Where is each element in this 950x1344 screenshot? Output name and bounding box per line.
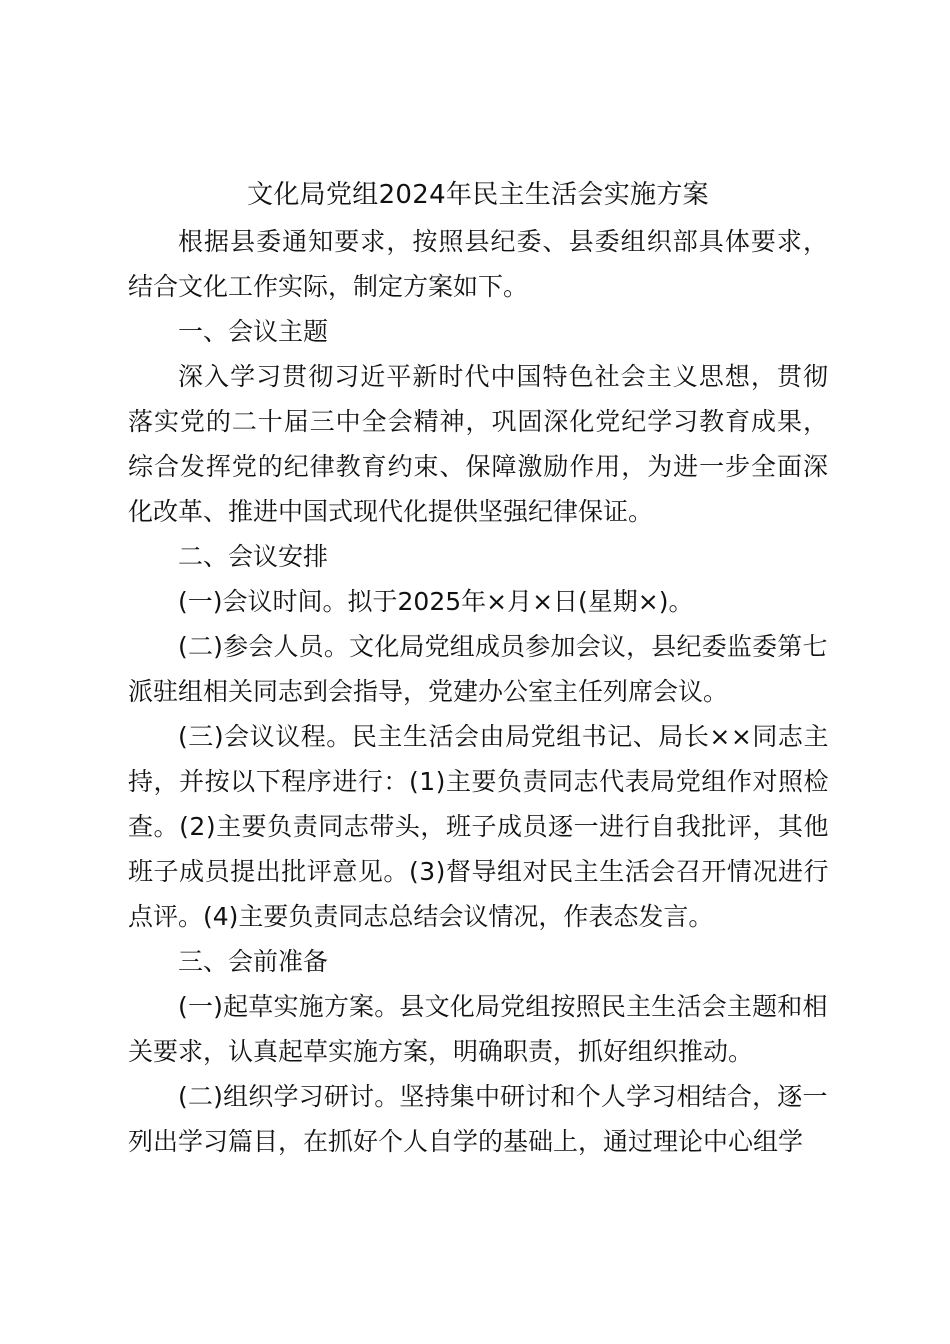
text-line: 关要求，认真起草实施方案，明确职责，抓好组织推动。: [128, 1037, 754, 1066]
attendees-paragraph: [128, 624, 828, 714]
agenda-paragraph: [128, 714, 828, 939]
document-page: [128, 172, 828, 1164]
meeting-time-paragraph: [128, 579, 828, 624]
section-heading-arrangement: 二、会议安排: [178, 542, 329, 571]
study-paragraph: [128, 1074, 828, 1164]
section-heading-preparation: 三、会前准备: [178, 947, 329, 976]
text-line: 深入学习贯彻习近平新时代中国特色社会主义思想，贯彻: [178, 362, 830, 391]
text-line: (三)会议议程。民主生活会由局党组书记、局长××同志主: [178, 722, 829, 751]
text-line: 根据县委通知要求，按照县纪委、县委组织部具体要求，: [178, 227, 830, 256]
theme-paragraph: [128, 354, 828, 534]
text-line: 派驻组相关同志到会指导，党建办公室主任列席会议。: [128, 677, 729, 706]
text-line: 查。(2)主要负责同志带头，班子成员逐一进行自我批评，其他: [128, 812, 830, 841]
text-line: 化改革、推进中国式现代化提供坚强纪律保证。: [128, 497, 654, 526]
text-line: (一)会议时间。拟于2025年×月×日(星期×)。: [178, 587, 694, 616]
text-line: (二)参会人员。文化局党组成员参加会议，县纪委监委第七: [178, 632, 828, 661]
intro-paragraph: [128, 219, 828, 309]
text-line: 列出学习篇目，在抓好个人自学的基础上，通过理论中心组学: [128, 1127, 804, 1156]
text-line: (一)起草实施方案。县文化局党组按照民主生活会主题和相: [178, 992, 828, 1021]
text-line: 落实党的二十届三中全会精神，巩固深化党纪学习教育成果，: [128, 407, 829, 436]
draft-plan-paragraph: [128, 984, 828, 1074]
document-title: 文化局党组2024年民主生活会实施方案: [247, 180, 709, 210]
text-line: 持，并按以下程序进行：(1)主要负责同志代表局党组作对照检: [128, 767, 830, 796]
text-line: 综合发挥党的纪律教育约束、保障激励作用，为进一步全面深: [128, 452, 829, 481]
section-heading-theme: 一、会议主题: [178, 317, 329, 346]
text-line: 班子成员提出批评意见。(3)督导组对民主生活会召开情况进行: [128, 857, 830, 886]
text-line: (二)组织学习研讨。坚持集中研讨和个人学习相结合，逐一: [178, 1082, 828, 1111]
text-line: 结合文化工作实际，制定方案如下。: [128, 272, 529, 301]
text-line: 点评。(4)主要负责同志总结会议情况，作表态发言。: [128, 902, 714, 931]
